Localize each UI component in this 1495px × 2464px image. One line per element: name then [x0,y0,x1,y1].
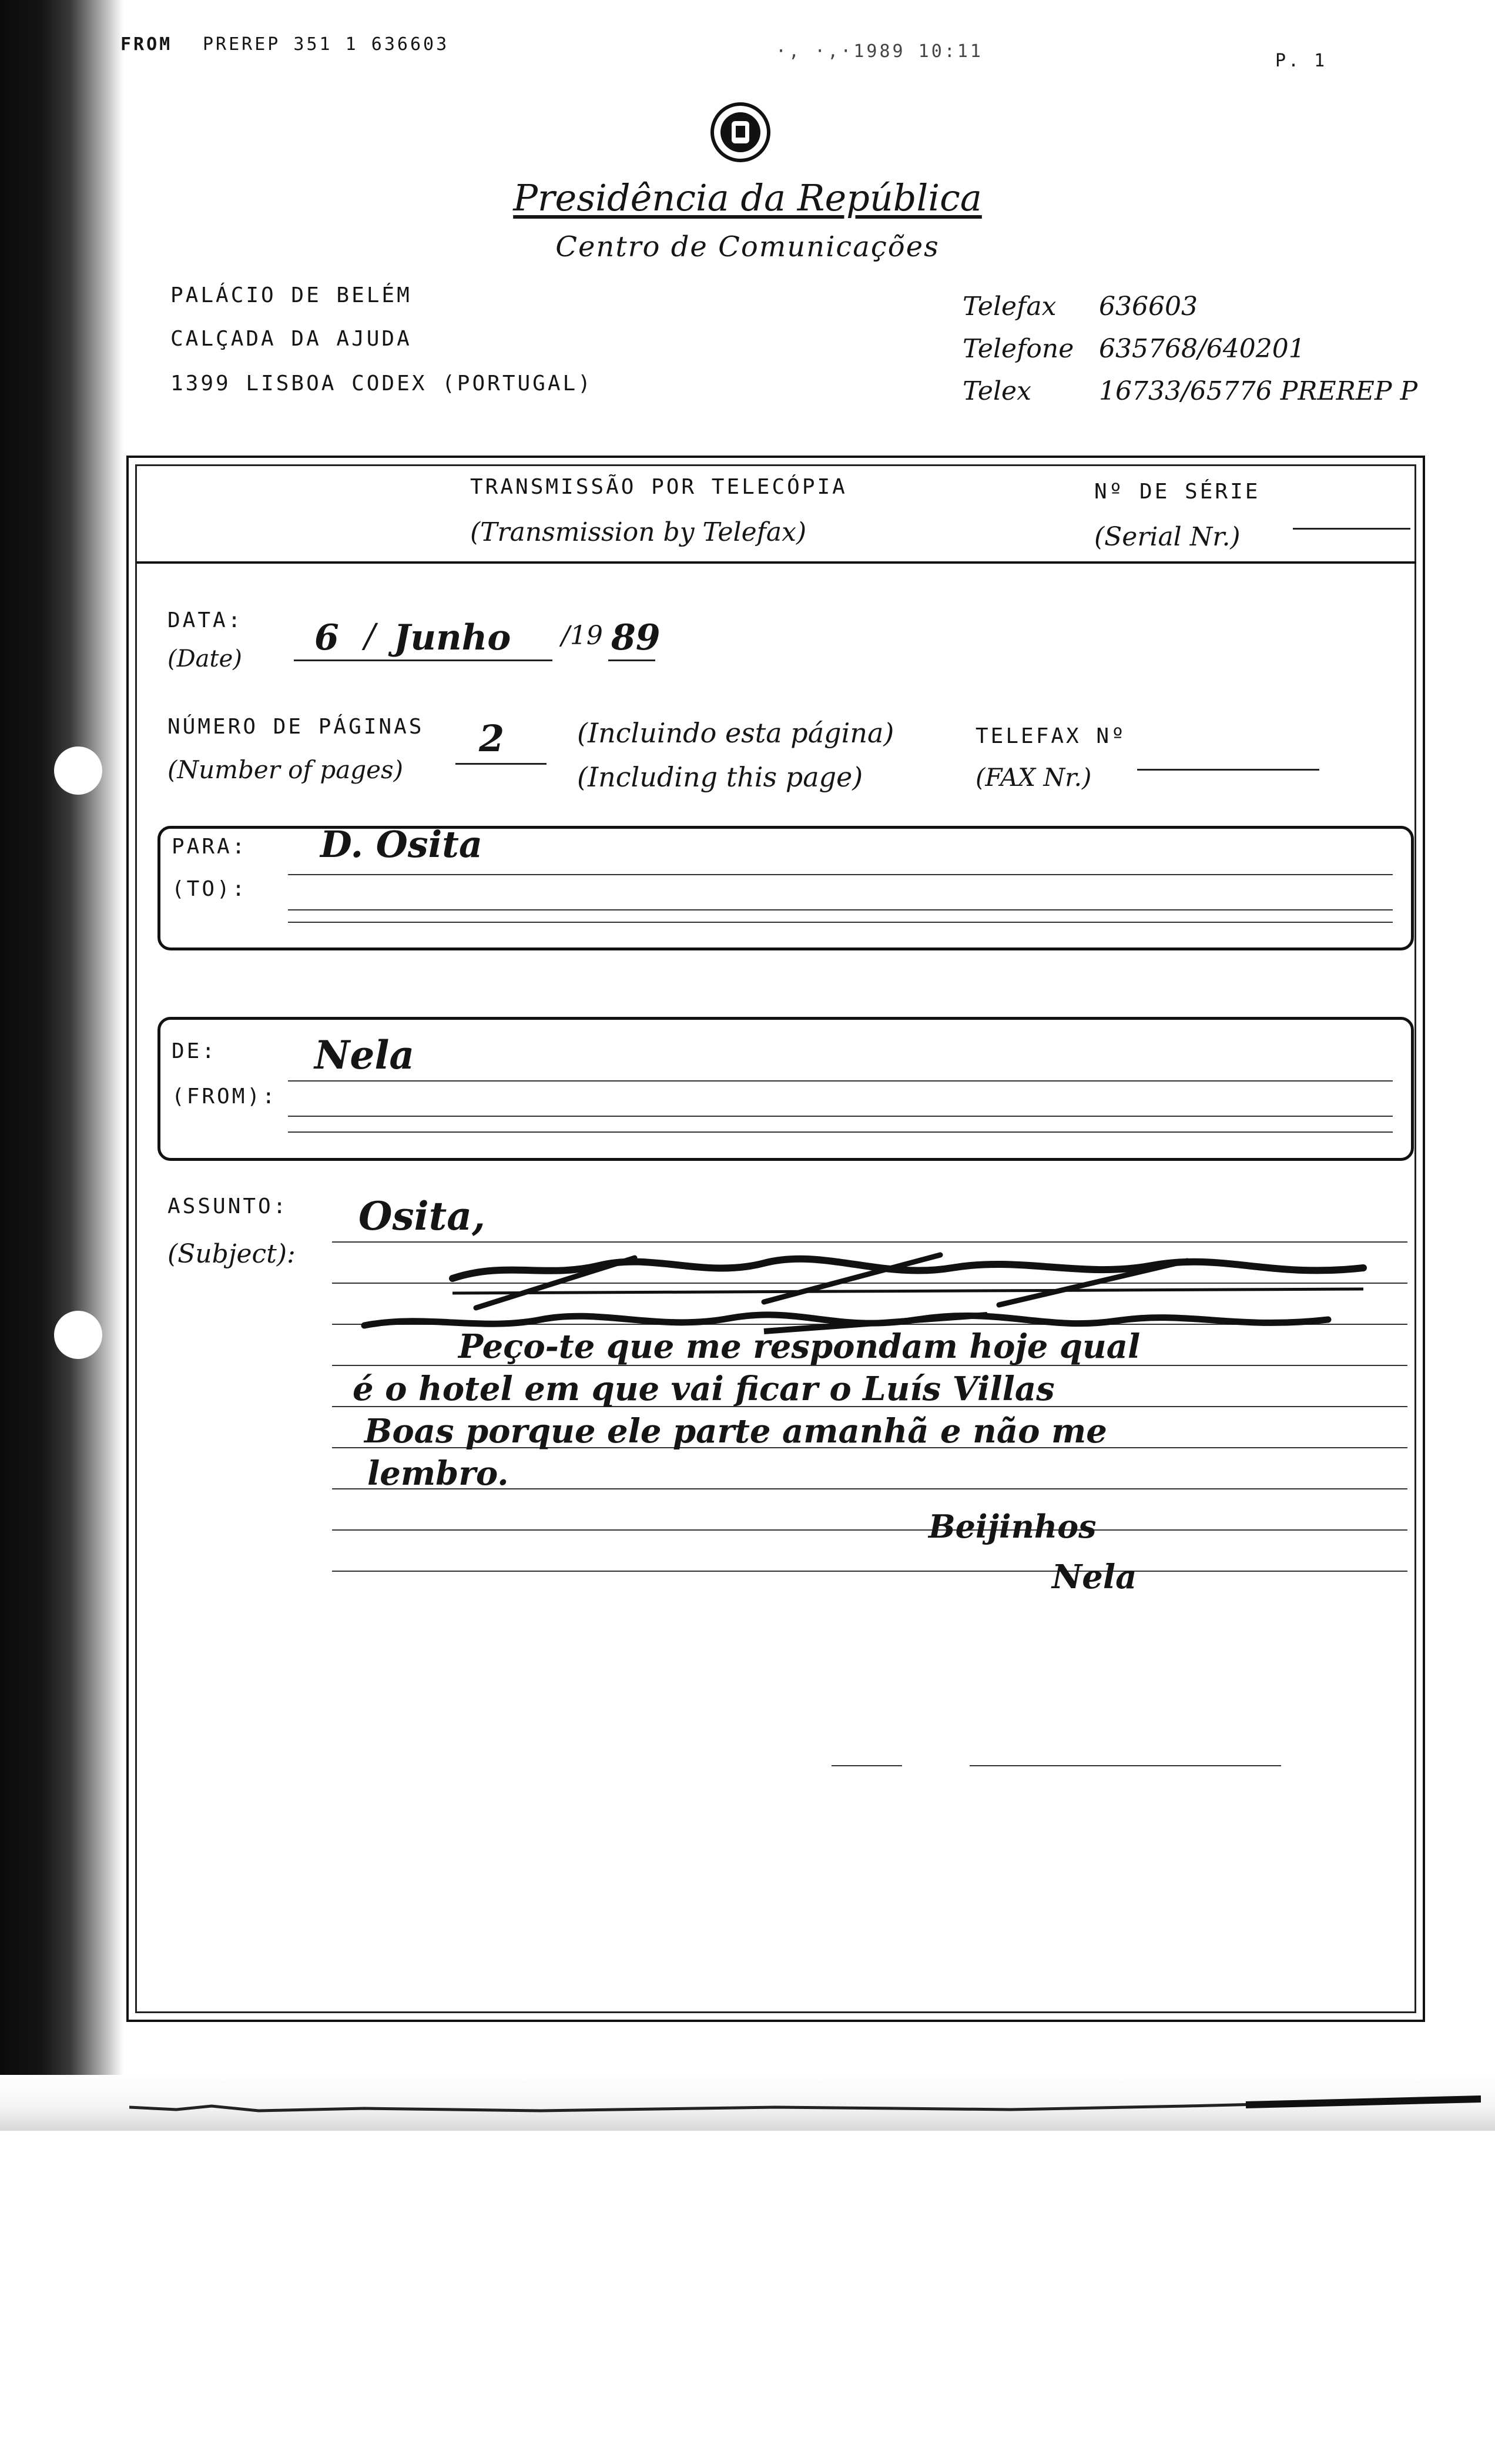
serial-label: Nº DE SÉRIE [1094,480,1261,504]
pages-label-en: (Number of pages) [167,755,403,784]
pages-field-line [455,763,547,765]
serial-field-line [1293,528,1410,530]
from-value: Nela [314,1032,415,1078]
date-separator: / [364,617,376,655]
coat-of-arms-icon [708,100,773,165]
including-label: (Incluindo esta página) [577,717,894,749]
scan-edge-noise [129,2090,1481,2125]
date-field-line [294,659,552,661]
stray-line [970,1765,1281,1766]
to-label-en: (TO): [172,877,247,901]
fax-number-label: TELEFAX Nº [976,724,1127,748]
fax-page-marker: P. 1 [1275,51,1328,71]
telefax-label: Telefax [963,292,1057,322]
department-name: Centro de Comunicações [555,230,940,263]
address-line: 1399 LISBOA CODEX (PORTUGAL) [170,371,593,396]
form-header-divider [136,561,1416,564]
to-value: D. Osita [320,823,483,866]
date-year: 89 [611,617,661,658]
to-field-line [288,909,1393,910]
fax-date-time: ·, ·,·1989 10:11 [776,41,983,62]
telex-value: 16733/65776 PREREP P [1099,376,1418,406]
pages-value: 2 [479,717,505,760]
to-field-line [288,874,1393,875]
form-title: TRANSMISSÃO POR TELECÓPIA [470,475,847,499]
date-century: /19 [561,621,603,651]
subject-rule [332,1529,1407,1531]
telefone-value: 635768/640201 [1099,334,1305,364]
address-line: CALÇADA DA AJUDA [170,327,412,351]
to-label: PARA: [172,835,247,859]
telefone-label: Telefone [963,334,1074,364]
date-day: 6 [314,617,339,658]
date-year-line [608,659,655,661]
subject-label: ASSUNTO: [167,1194,289,1218]
subject-value: Osita, [358,1193,485,1239]
message-line: Boas porque ele parte amanhã e não me [364,1412,1107,1451]
punch-hole [54,746,102,795]
including-label-en: (Including this page) [577,761,863,793]
signature: Nela [1052,1558,1137,1596]
subject-rule [332,1571,1407,1572]
telefax-value: 636603 [1099,292,1198,322]
punch-hole [54,1311,102,1359]
pages-label: NÚMERO DE PÁGINAS [167,715,424,739]
date-month: Junho [394,617,511,658]
from-field-line [288,1131,1393,1133]
from-field-line [288,1080,1393,1082]
closing-text: Beijinhos [928,1508,1097,1545]
message-line: lembro. [367,1454,509,1493]
serial-label-en: (Serial Nr.) [1094,522,1241,552]
from-field-line [288,1116,1393,1117]
address-line: PALÁCIO DE BELÉM [170,283,412,307]
from-label-en: (FROM): [172,1084,277,1109]
fax-from-label: FROM [120,34,173,55]
form-title-en: (Transmission by Telefax) [470,517,807,547]
scan-shadow-edge [0,0,123,2131]
to-field-line [288,922,1393,923]
institution-name: Presidência da República [513,176,982,219]
telex-label: Telex [963,376,1031,406]
fax-sender-line: PREREP 351 1 636603 [203,34,450,55]
fax-number-field-line [1137,769,1319,771]
date-label-en: (Date) [167,645,242,672]
from-label: DE: [172,1039,217,1063]
subject-label-en: (Subject): [167,1239,296,1269]
message-line: é o hotel em que vai ficar o Luís Villas [353,1370,1055,1408]
fax-number-label-en: (FAX Nr.) [976,763,1092,792]
crossed-out-handwriting [353,1237,1387,1337]
message-line: Peço-te que me respondam hoje qual [458,1327,1141,1366]
date-label: DATA: [167,608,243,632]
stray-line [832,1765,902,1766]
